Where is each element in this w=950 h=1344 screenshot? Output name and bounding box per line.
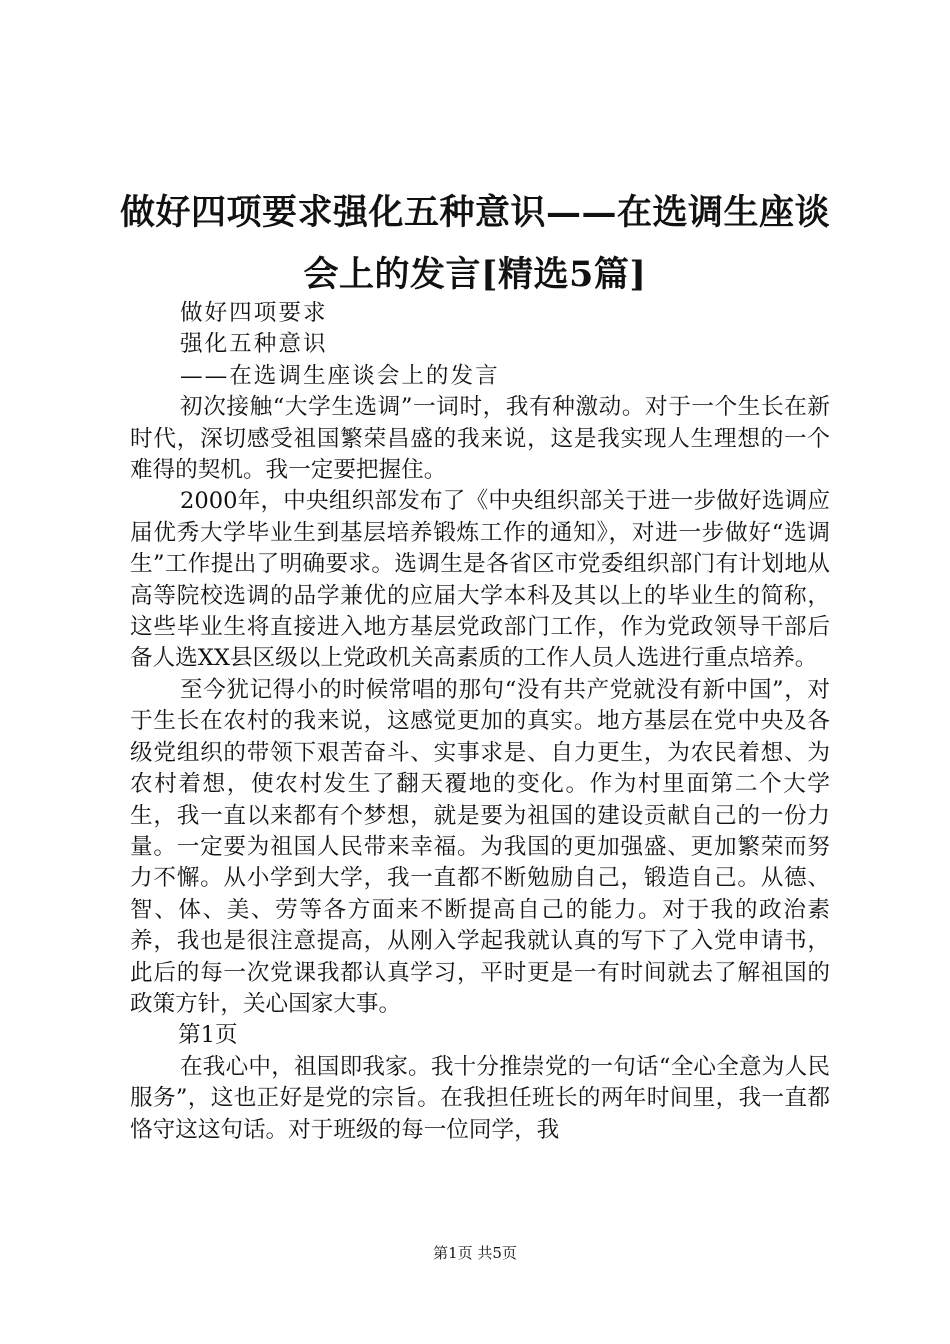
heading-line-1: 做好四项要求 [180, 300, 328, 326]
body-paragraph-1: 初次接触“大学生选调”一词时，我有种激动。对于一个生长在新时代，深切感受祖国繁荣昌盛的我来说，这是我实现人生理想的一个难得的契机。我一定要把握住。 [130, 394, 830, 484]
title-line-1: 做好四项要求强化五种意识——在选调生座谈 [120, 192, 831, 233]
body-paragraph-3: 至今犹记得小的时候常唱的那句“没有共产党就没有新中国”，对于生长在农村的我来说，这感觉更加的真实。地方基层在党中央及各级党组织的带领下艰苦奋斗、实事求是、自力更生，为农民着想、为农村着想，使农村发生了翻天覆地的变化。作为村里面第二个大学生，我一直以来都有个梦想，就是要为祖国的建设贡献自己的一份力量。一定要为祖国人民带来幸福。为我国的更加强盛、更加繁荣而努力不懈。从小学到大学，我一直都不断勉励自己，锻造自己。从德、智、体、美、劳等各方面来不断提高自己的能力。对于我的政治素养，我也是很注意提高，从刚入学起我就认真的写下了入党申请书，此后的每一次党课我都认真学习，平时更是一有时间就去了解祖国的政策方针，关心国家大事。 [130, 676, 830, 1017]
page-footer: 第1页 共5页 [433, 1244, 517, 1262]
body-paragraph-2: 2000年，中央组织部发布了《中央组织部关于进一步做好选调应届优秀大学毕业生到基层培养锻炼工作的通知》，对进一步做好“选调生”工作提出了明确要求。选调生是各省区市党委组织部门有计划地从高等院校选调的品学兼优的应届大学本科及其以上的毕业生的简称，这些毕业生将直接进入地方基层党政部门工作，作为党政领导干部后备人选XX县区级以上党政机关高素质的工作人员人选进行重点培养。 [130, 488, 830, 672]
inline-page-marker: 第1页 [178, 1022, 238, 1049]
body-paragraph-4: 在我心中，祖国即我家。我十分推崇党的一句话“全心全意为人民服务”，这也正好是党的宗旨。在我担任班长的两年时间里，我一直都恪守这这句话。对于班级的每一位同学，我 [130, 1053, 830, 1143]
heading-line-3: ——在选调生座谈会上的发言 [180, 362, 500, 389]
title-line-2: 会上的发言[精选5篇] [303, 254, 647, 295]
heading-line-2: 强化五种意识 [180, 331, 328, 358]
document-body [130, 298, 830, 1146]
document-title [120, 182, 830, 306]
